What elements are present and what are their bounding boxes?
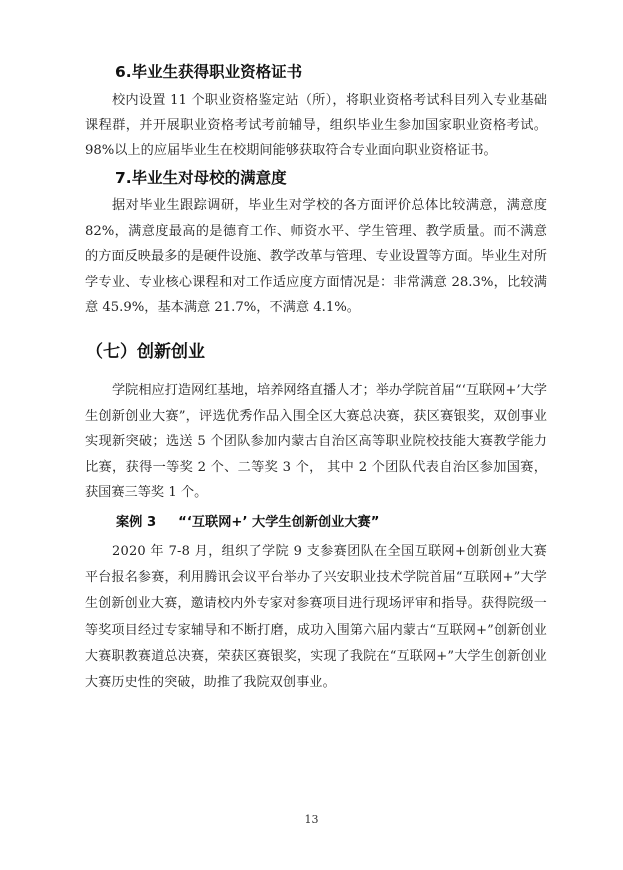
case-3-title [116, 514, 379, 532]
section-6-heading: 6.毕业生获得职业资格证书 [115, 63, 303, 81]
section-7-paragraph: 据对毕业生跟踪调研，毕业生对学校的各方面评价总体比较满意，满意度 82%，满意度最高的是德育工作、师资水平、学生管理、教学质量。而不满意的方面反映最多的是硬件设施、教学改革与管理、专业设置等方面。毕业生对所学专业、专业核心课程和对工作适应度方面情况是：非常满意 28.3%，比较满意 45.9%，基本满意 21.7%，不满意 4.1%。 [85, 198, 547, 315]
case-3-paragraph: 2020 年 7-8 月，组织了学院 9 支参赛团队在全国互联网+创新创业大赛平台报名参赛，利用腾讯会议平台举办了兴安职业技术学院首届“互联网+”大学生创新创业大赛，邀请校内外专家对参赛项目进行现场评审和指导。获得院级一等奖项目经过专家辅导和不断打磨，成功入围第六届内蒙古“互联网+”创新创业大赛职教赛道总决赛，荣获区赛银奖，实现了我院在“互联网+”大学生创新创业大赛历史性的突破，助推了我院双创事业。 [85, 544, 548, 691]
chapter-7-heading: （七）创新创业 [86, 342, 205, 362]
chapter-7-paragraph: 学院相应打造网红基地，培养网络直播人才；举办学院首届“‘互联网+’大学生创新创业大赛”，评选优秀作品入围全区大赛总决赛，获区赛银奖，双创事业实现新突破；选送 5 个团队参加内蒙古自治区高等职业院校技能大赛教学能力比赛，获得一等奖 2 个、二等奖 3 个， 其中 2 个团队代表自治区参加国赛，获国赛三等奖 1 个。 [85, 383, 547, 500]
section-7-heading: 7.毕业生对母校的满意度 [115, 169, 287, 187]
page-number: 13 [304, 813, 319, 826]
case-3-label: 案例 3 [116, 515, 157, 530]
section-6-paragraph: 校内设置 11 个职业资格鉴定站（所），将职业资格考试科目列入专业基础课程群，并开展职业资格考试考前辅导，组织毕业生参加国家职业资格考试。98%以上的应届毕业生在校期间能够获取符合专业面向职业资格证书。 [85, 93, 547, 158]
case-3-title-text: “‘互联网+’ 大学生创新创业大赛” [178, 515, 380, 530]
